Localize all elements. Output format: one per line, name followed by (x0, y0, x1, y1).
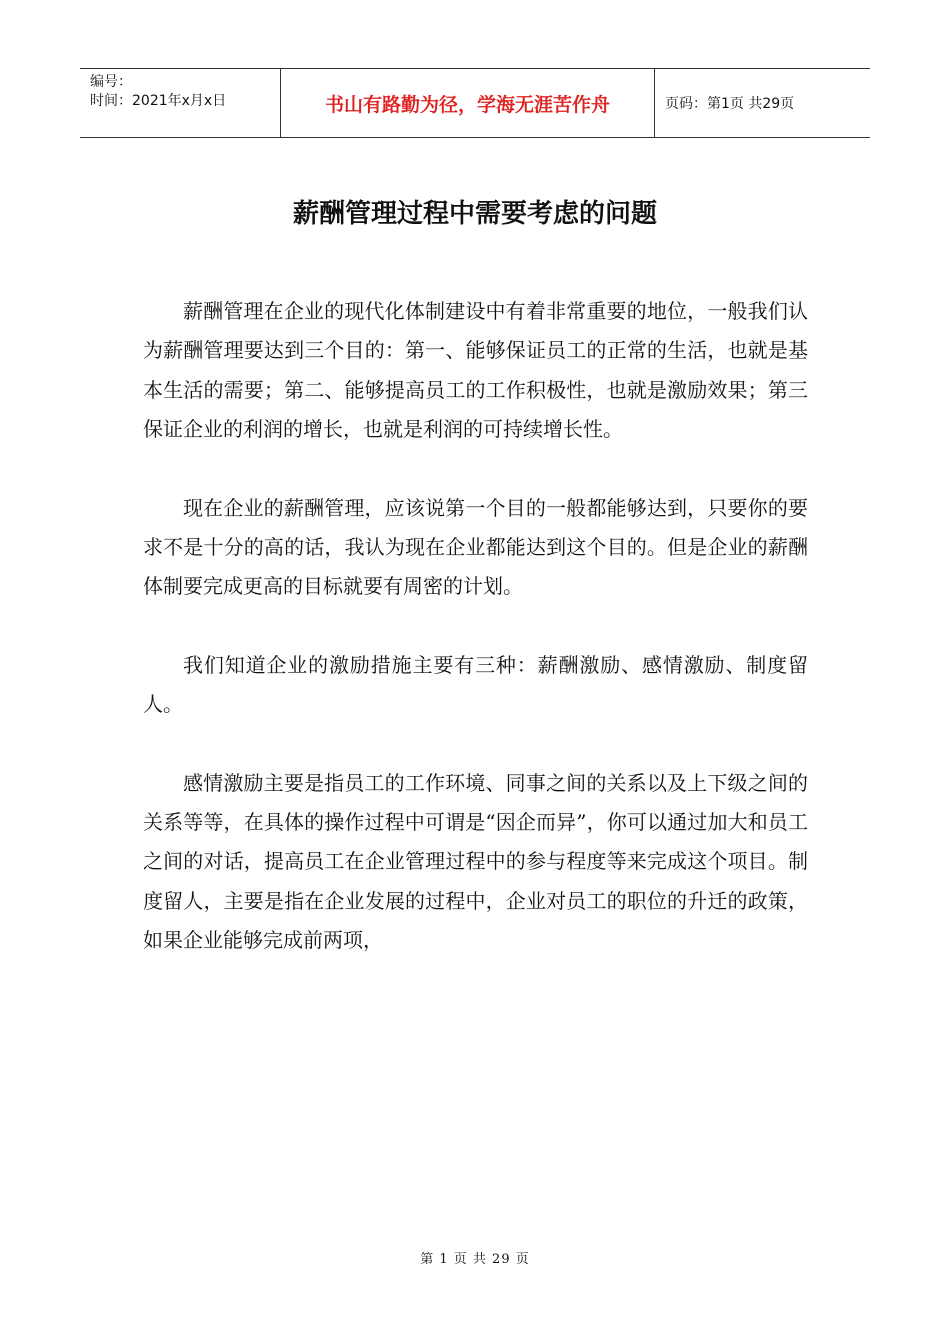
header-page-cell (655, 69, 870, 137)
header-motto-cell (281, 69, 655, 137)
body-paragraph: 现在企业的薪酬管理，应该说第一个目的一般都能够达到，只要你的要求不是十分的高的话，我认为现在企业都能达到这个目的。但是企业的薪酬体制要完成更高的目标就要有周密的计划。 (143, 495, 808, 599)
header-page-info: 页码：第1页 共29页 (665, 96, 795, 112)
document-header (80, 68, 870, 138)
document-title: 薪酬管理过程中需要考虑的问题 (292, 199, 657, 229)
body-paragraph: 薪酬管理在企业的现代化体制建设中有着非常重要的地位，一般我们认为薪酬管理要达到三个目的：第一、能够保证员工的正常的生活，也就是基本生活的需要；第二、能够提高员工的工作积极性，也就是激励效果；第三保证企业的利润的增长，也就是利润的可持续增长性。 (143, 299, 808, 442)
body-paragraph: 感情激励主要是指员工的工作环境、同事之间的关系以及上下级之间的关系等等，在具体的操作过程中可谓是“因企而异”，你可以通过加大和员工之间的对话，提高员工在企业管理过程中的参与程度等来完成这个项目。制度留人，主要是指在企业发展的过程中，企业对员工的职位的升迁的政策，如果企业能够完成前两项， (143, 770, 808, 953)
page-footer: 第 1 页 共 29 页 (420, 1252, 530, 1267)
header-motto: 书山有路勤为径，学海无涯苦作舟 (324, 93, 610, 116)
header-meta-cell (80, 69, 281, 137)
document-body (143, 292, 808, 1000)
document-number-label: 编号： (90, 74, 132, 90)
document-date: 时间：2021年x月x日 (90, 93, 227, 109)
body-paragraph: 我们知道企业的激励措施主要有三种：薪酬激励、感情激励、制度留人。 (143, 652, 808, 717)
